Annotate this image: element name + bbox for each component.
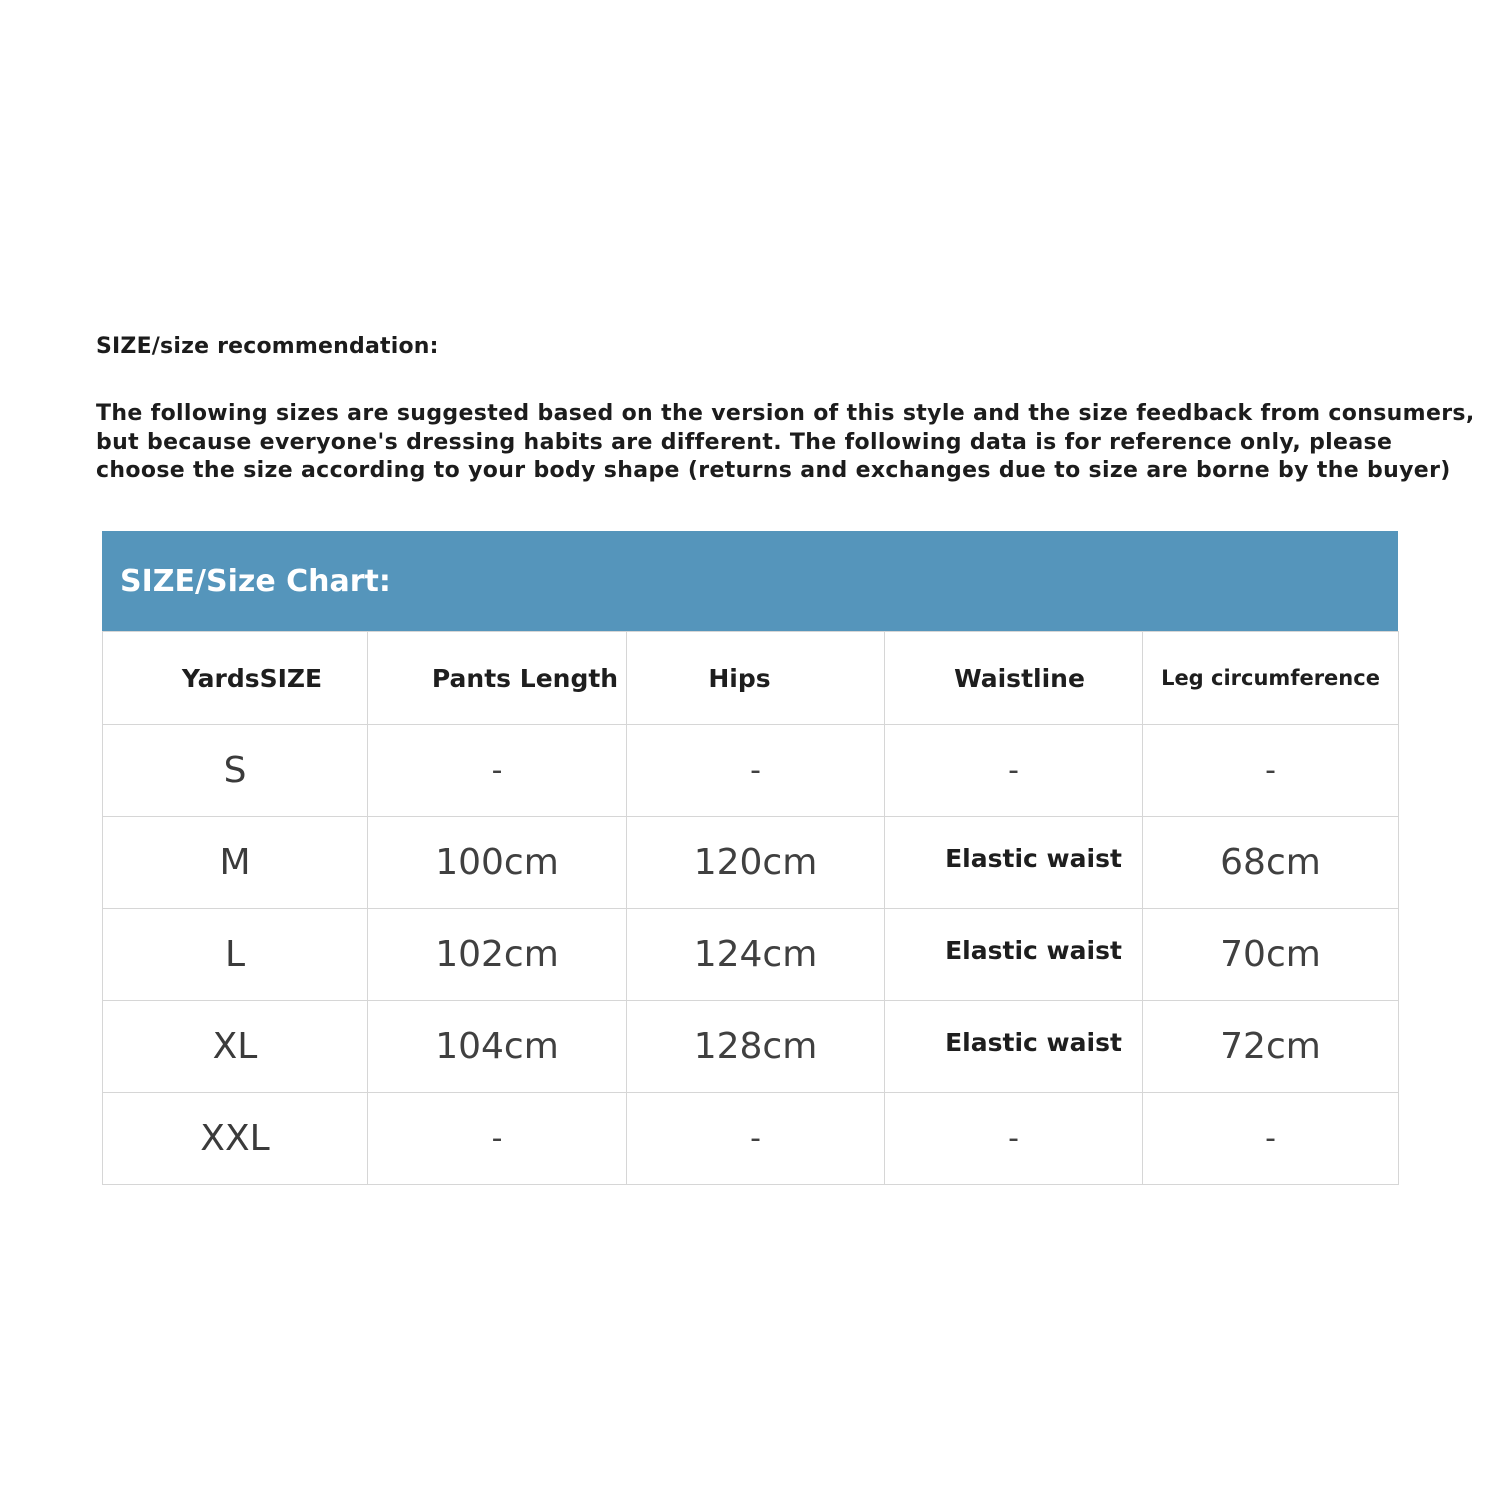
recommendation-line: choose the size according to your body shape (returns and exchanges due to size are borne by the buyer) [96,458,1451,483]
size-cell: XL [103,1001,368,1093]
column-header-waistline: Waistline [885,632,1143,725]
table-row [103,725,1399,817]
hips-cell: - [627,725,885,817]
recommendation-title: SIZE/size recommendation: [96,334,439,359]
hips-cell: 128cm [627,1001,885,1093]
table-row [103,1001,1399,1093]
pants-length-cell: - [368,1093,627,1185]
size-cell: L [103,909,368,1001]
pants-length-cell: 102cm [368,909,627,1001]
size-cell: M [103,817,368,909]
leg-cell: 68cm [1143,817,1399,909]
leg-cell: 72cm [1143,1001,1399,1093]
pants-length-cell: 104cm [368,1001,627,1093]
table-row [103,1093,1399,1185]
waistline-cell: Elastic waist [885,909,1143,1001]
column-header-leg-circumference: Leg circumference [1143,632,1399,725]
size-chart [102,531,1398,1185]
hips-cell: - [627,1093,885,1185]
column-header-size: YardsSIZE [103,632,368,725]
size-table [102,631,1399,1185]
waistline-cell: Elastic waist [885,817,1143,909]
column-header-pants-length: Pants Length [368,632,627,725]
pants-length-cell: 100cm [368,817,627,909]
table-header-row [103,632,1399,725]
waistline-cell: - [885,1093,1143,1185]
table-row [103,909,1399,1001]
size-cell: XXL [103,1093,368,1185]
pants-length-cell: - [368,725,627,817]
table-row [103,817,1399,909]
leg-cell: - [1143,725,1399,817]
recommendation-line: The following sizes are suggested based on the version of this style and the size feedback from consumers, [96,401,1475,426]
leg-cell: - [1143,1093,1399,1185]
waistline-cell: - [885,725,1143,817]
hips-cell: 124cm [627,909,885,1001]
hips-cell: 120cm [627,817,885,909]
size-cell: S [103,725,368,817]
column-header-hips: Hips [627,632,885,725]
recommendation-text [96,400,1475,486]
waistline-cell: Elastic waist [885,1001,1143,1093]
size-chart-title: SIZE/Size Chart: [102,531,1398,631]
recommendation-line: but because everyone's dressing habits are different. The following data is for reference only, please [96,429,1393,455]
leg-cell: 70cm [1143,909,1399,1001]
